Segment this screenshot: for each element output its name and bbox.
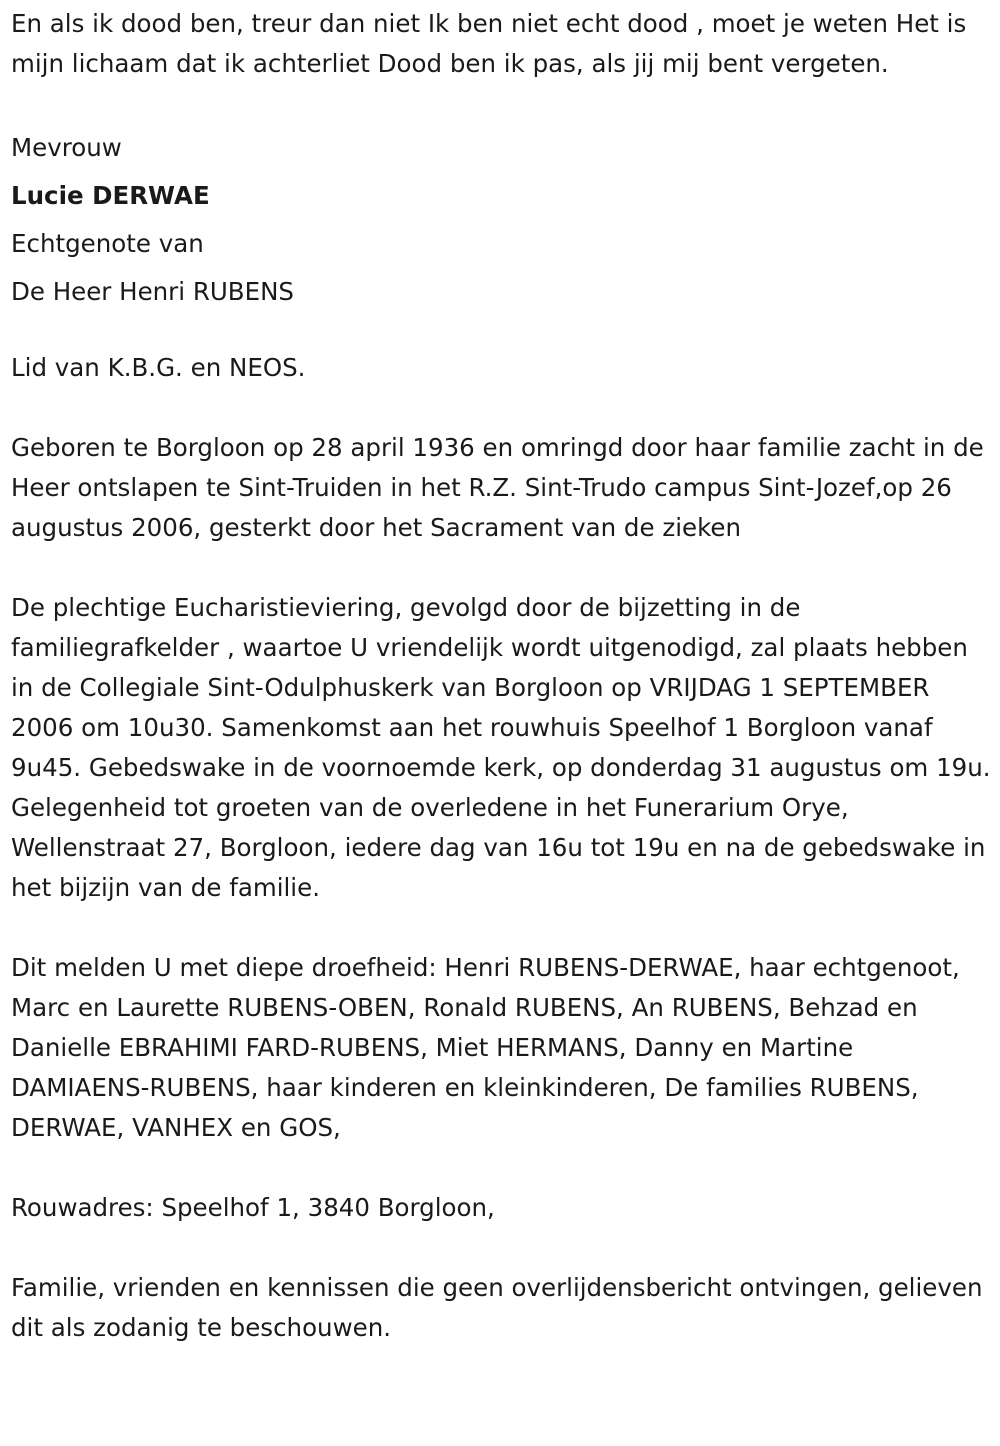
spacer (11, 908, 992, 948)
spacer (11, 1148, 992, 1188)
ceremony-paragraph: De plechtige Eucharistieviering, gevolgd door de bijzetting in de familiegrafkelder , waartoe U vriendelijk wordt uitgenodigd, zal plaats hebben in de Collegiale Sint-Odulphuskerk van Borgloon op VRIJDAG 1 SEPTEMBER 2006 om 10u30. Samenkomst aan het rouwhuis Speelhof 1 Borgloon vanaf 9u45. Gebedswake in de voornoemde kerk, op donderdag 31 augustus om 19u. Gelegenheid tot groeten van de overledene in het Funerarium Orye, Wellenstraat 27, Borgloon, iedere dag van 16u tot 19u en na de gebedswake in het bijzijn van de familie. (11, 593, 991, 902)
poem-paragraph: En als ik dood ben, treur dan niet Ik ben niet echt dood , moet je weten Het is mijn lichaam dat ik achterliet Dood ben ik pas, als jij mij bent vergeten. (11, 9, 967, 78)
membership-paragraph: Lid van K.B.G. en NEOS. (11, 353, 306, 382)
birth-death-paragraph: Geboren te Borgloon op 28 april 1936 en omringd door haar familie zacht in de Heer ontslapen te Sint-Truiden in het R.Z. Sint-Trudo campus Sint-Jozef,op 26 augustus 2006, gesterkt door het Sacrament van de zieken (11, 433, 984, 542)
spouse-name: De Heer Henri RUBENS (11, 277, 294, 306)
salutation: Mevrouw (11, 133, 122, 162)
spacer (11, 388, 992, 428)
spacer (11, 548, 992, 588)
closing-paragraph: Familie, vrienden en kennissen die geen overlijdensbericht ontvingen, gelieven dit als zodanig te beschouwen. (11, 1273, 983, 1342)
address-paragraph: Rouwadres: Speelhof 1, 3840 Borgloon, (11, 1193, 495, 1222)
announcers-paragraph: Dit melden U met diepe droefheid: Henri RUBENS-DERWAE, haar echtgenoot, Marc en Laurette RUBENS-OBEN, Ronald RUBENS, An RUBENS, Behzad en Danielle EBRAHIMI FARD-RUBENS, Miet HERMANS, Danny en Martine DAMIAENS-RUBENS, haar kinderen en kleinkinderen, De families RUBENS, DERWAE, VANHEX en GOS, (11, 953, 960, 1142)
spouse-label: Echtgenote van (11, 229, 204, 258)
spacer (11, 84, 992, 124)
spacer (11, 316, 992, 348)
spacer (11, 1228, 992, 1268)
deceased-name: Lucie DERWAE (11, 181, 210, 210)
